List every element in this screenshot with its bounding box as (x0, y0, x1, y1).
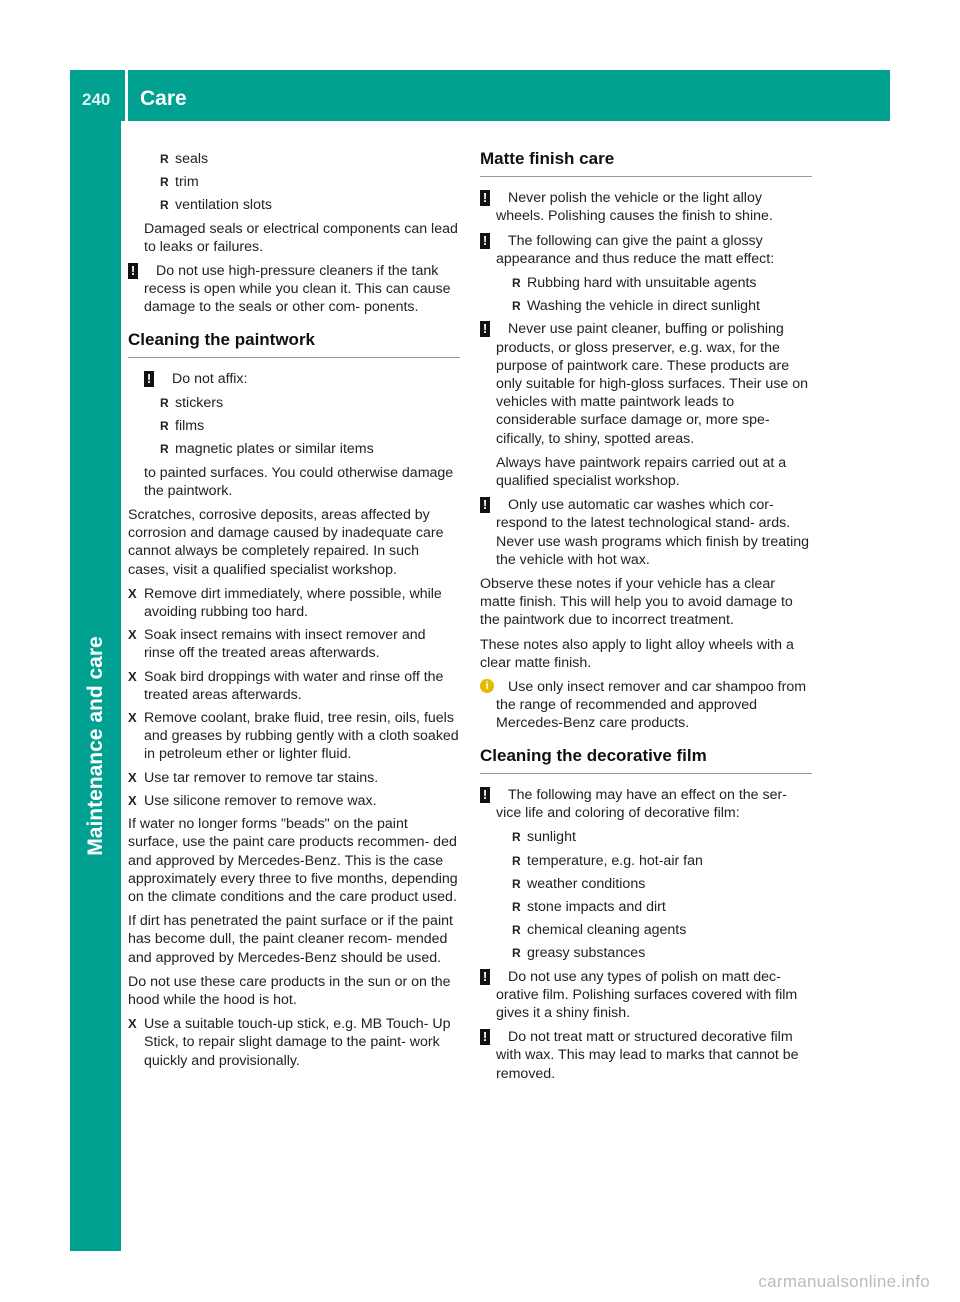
warning-text: Never use paint cleaner, buffing or polishing products, or gloss preserver, e.g. wax, for the purpose of paintwork care. These products are only suitable for high-gloss surfaces. Their use on vehicles with matte paintwork leads to considerable surface damage or, more spe- cifically, to shiny, spotted areas. (496, 321, 809, 447)
left-column (128, 150, 460, 1075)
action-step: X Remove coolant, brake fluid, tree resin, oils, fuels and greases by rubbing gently with a cloth soaked in petroleum ether or lighter fluid. (128, 709, 460, 764)
list-item: R greasy substances (512, 944, 812, 962)
warning-text: Never polish the vehicle or the light alloy wheels. Polishing causes the finish to shine. (496, 190, 773, 225)
page-title: Care (140, 87, 187, 110)
exclamation-icon: ! (480, 321, 490, 337)
warning-text: Only use automatic car washes which cor- respond to the latest technological stand- ards. Never use wash programs which finish by treating the vehicle with hot wax. (496, 497, 810, 568)
warning-cleaner (480, 320, 812, 447)
page-number: 240 (82, 90, 111, 109)
damaged-note: Damaged seals or electrical components can lead to leaks or failures. (144, 220, 458, 255)
warning-text: Do not use high-pressure cleaners if the tank recess is open while you clean it. This can cause damage to the seals or other com- ponents. (144, 263, 451, 316)
action-step: X Use silicone remover to remove wax. (128, 792, 460, 810)
warning-text: The following can give the paint a glossy appearance and thus reduce the matt effect: (496, 232, 775, 267)
warning-text: Do not treat matt or structured decorative film with wax. This may lead to marks that cannot be removed. (496, 1029, 799, 1082)
heading-decorative-film: Cleaning the decorative film (480, 747, 812, 774)
warning-affix (144, 370, 460, 388)
list-item: R stone impacts and dirt (512, 898, 812, 916)
heading-cleaning-paintwork: Cleaning the paintwork (128, 331, 460, 358)
observe-paragraph: Observe these notes if your vehicle has a clear matte finish. This will help you to avoid damage to the paintwork due to incorrect treatment. (480, 576, 793, 629)
alloy-paragraph: These notes also apply to light alloy wheels with a clear matte finish. (480, 636, 794, 671)
warning-polish-film (480, 968, 812, 1023)
info-insect (480, 678, 812, 733)
exclamation-icon: ! (480, 190, 490, 206)
warning-text: Do not use any types of polish on matt dec- orative film. Polishing surfaces covered with film gives it a shiny finish. (496, 968, 798, 1021)
exclamation-icon: ! (480, 969, 490, 985)
exclamation-icon: ! (480, 233, 490, 249)
warning-text: Do not affix: (172, 370, 248, 387)
warning-polish (480, 189, 812, 225)
scratches-paragraph: Scratches, corrosive deposits, areas affected by corrosion and damage caused by inadequate care cannot always be completely repaired. In such cases, visit a qualified specialist workshop. (128, 507, 444, 578)
list-item: R trim (160, 173, 460, 191)
list-item: R weather conditions (512, 875, 812, 893)
list-item: R magnetic plates or similar items (160, 440, 460, 458)
exclamation-icon: ! (480, 1029, 490, 1045)
watermark: carmanualsonline.info (758, 1272, 930, 1291)
list-item: R seals (160, 150, 460, 168)
warning-text: The following may have an effect on the ser- vice life and coloring of decorative film: (496, 786, 787, 822)
action-step: X Soak insect remains with insect remover and rinse off the treated areas afterwards. (128, 626, 460, 662)
exclamation-icon: ! (144, 371, 154, 387)
warning-pressure (128, 262, 460, 317)
list-item: R sunlight (512, 828, 812, 846)
action-step: X Use tar remover to remove tar stains. (128, 769, 460, 787)
workshop-note: Always have paintwork repairs carried out at a qualified specialist workshop. (496, 454, 787, 490)
action-step: X Remove dirt immediately, where possible, while avoiding rubbing too hard. (128, 585, 460, 621)
action-step: X Soak bird droppings with water and rinse off the treated areas afterwards. (128, 668, 460, 704)
warning-wash (480, 496, 812, 569)
warning-film (480, 786, 812, 822)
warning-wax (480, 1028, 812, 1083)
action-step: X Use a suitable touch-up stick, e.g. MB Touch- Up Stick, to repair slight damage to the paint- work quickly and provisionally. (128, 1015, 460, 1070)
list-item: R Rubbing hard with unsuitable agents (512, 274, 812, 292)
list-item: R Washing the vehicle in direct sunlight (512, 297, 812, 315)
list-item: R chemical cleaning agents (512, 921, 812, 939)
heading-matte-finish: Matte finish care (480, 150, 812, 177)
info-icon: i (480, 679, 494, 693)
list-item: R films (160, 417, 460, 435)
right-column (480, 150, 812, 1089)
list-item: R ventilation slots (160, 196, 460, 214)
dull-paragraph: If dirt has penetrated the paint surface or if the paint has become dull, the paint cleaner recom- mended and approved by Mercedes-Benz should be used. (128, 913, 453, 966)
sun-paragraph: Do not use these care products in the sun or on the hood while the hood is hot. (128, 973, 451, 1008)
page-header (70, 70, 890, 121)
exclamation-icon: ! (480, 787, 490, 803)
affix-result: to painted surfaces. You could otherwise damage the paintwork. (144, 464, 454, 499)
section-sidebar (70, 121, 121, 1251)
info-text: Use only insect remover and car shampoo from the range of recommended and approved Mercedes-Benz care products. (496, 679, 807, 732)
list-item: R temperature, e.g. hot-air fan (512, 852, 812, 870)
header-separator (125, 70, 128, 121)
sidebar-section-label: Maintenance and care (83, 636, 107, 856)
exclamation-icon: ! (480, 497, 490, 513)
warning-glossy (480, 232, 812, 268)
exclamation-icon: ! (128, 263, 138, 279)
list-item: R stickers (160, 394, 460, 412)
beads-paragraph: If water no longer forms "beads" on the paint surface, use the paint care products recommen- ded and approved by Mercedes-Benz. This is the case approximately every three to five months, depending on the climate conditions and the care product used. (128, 816, 458, 905)
